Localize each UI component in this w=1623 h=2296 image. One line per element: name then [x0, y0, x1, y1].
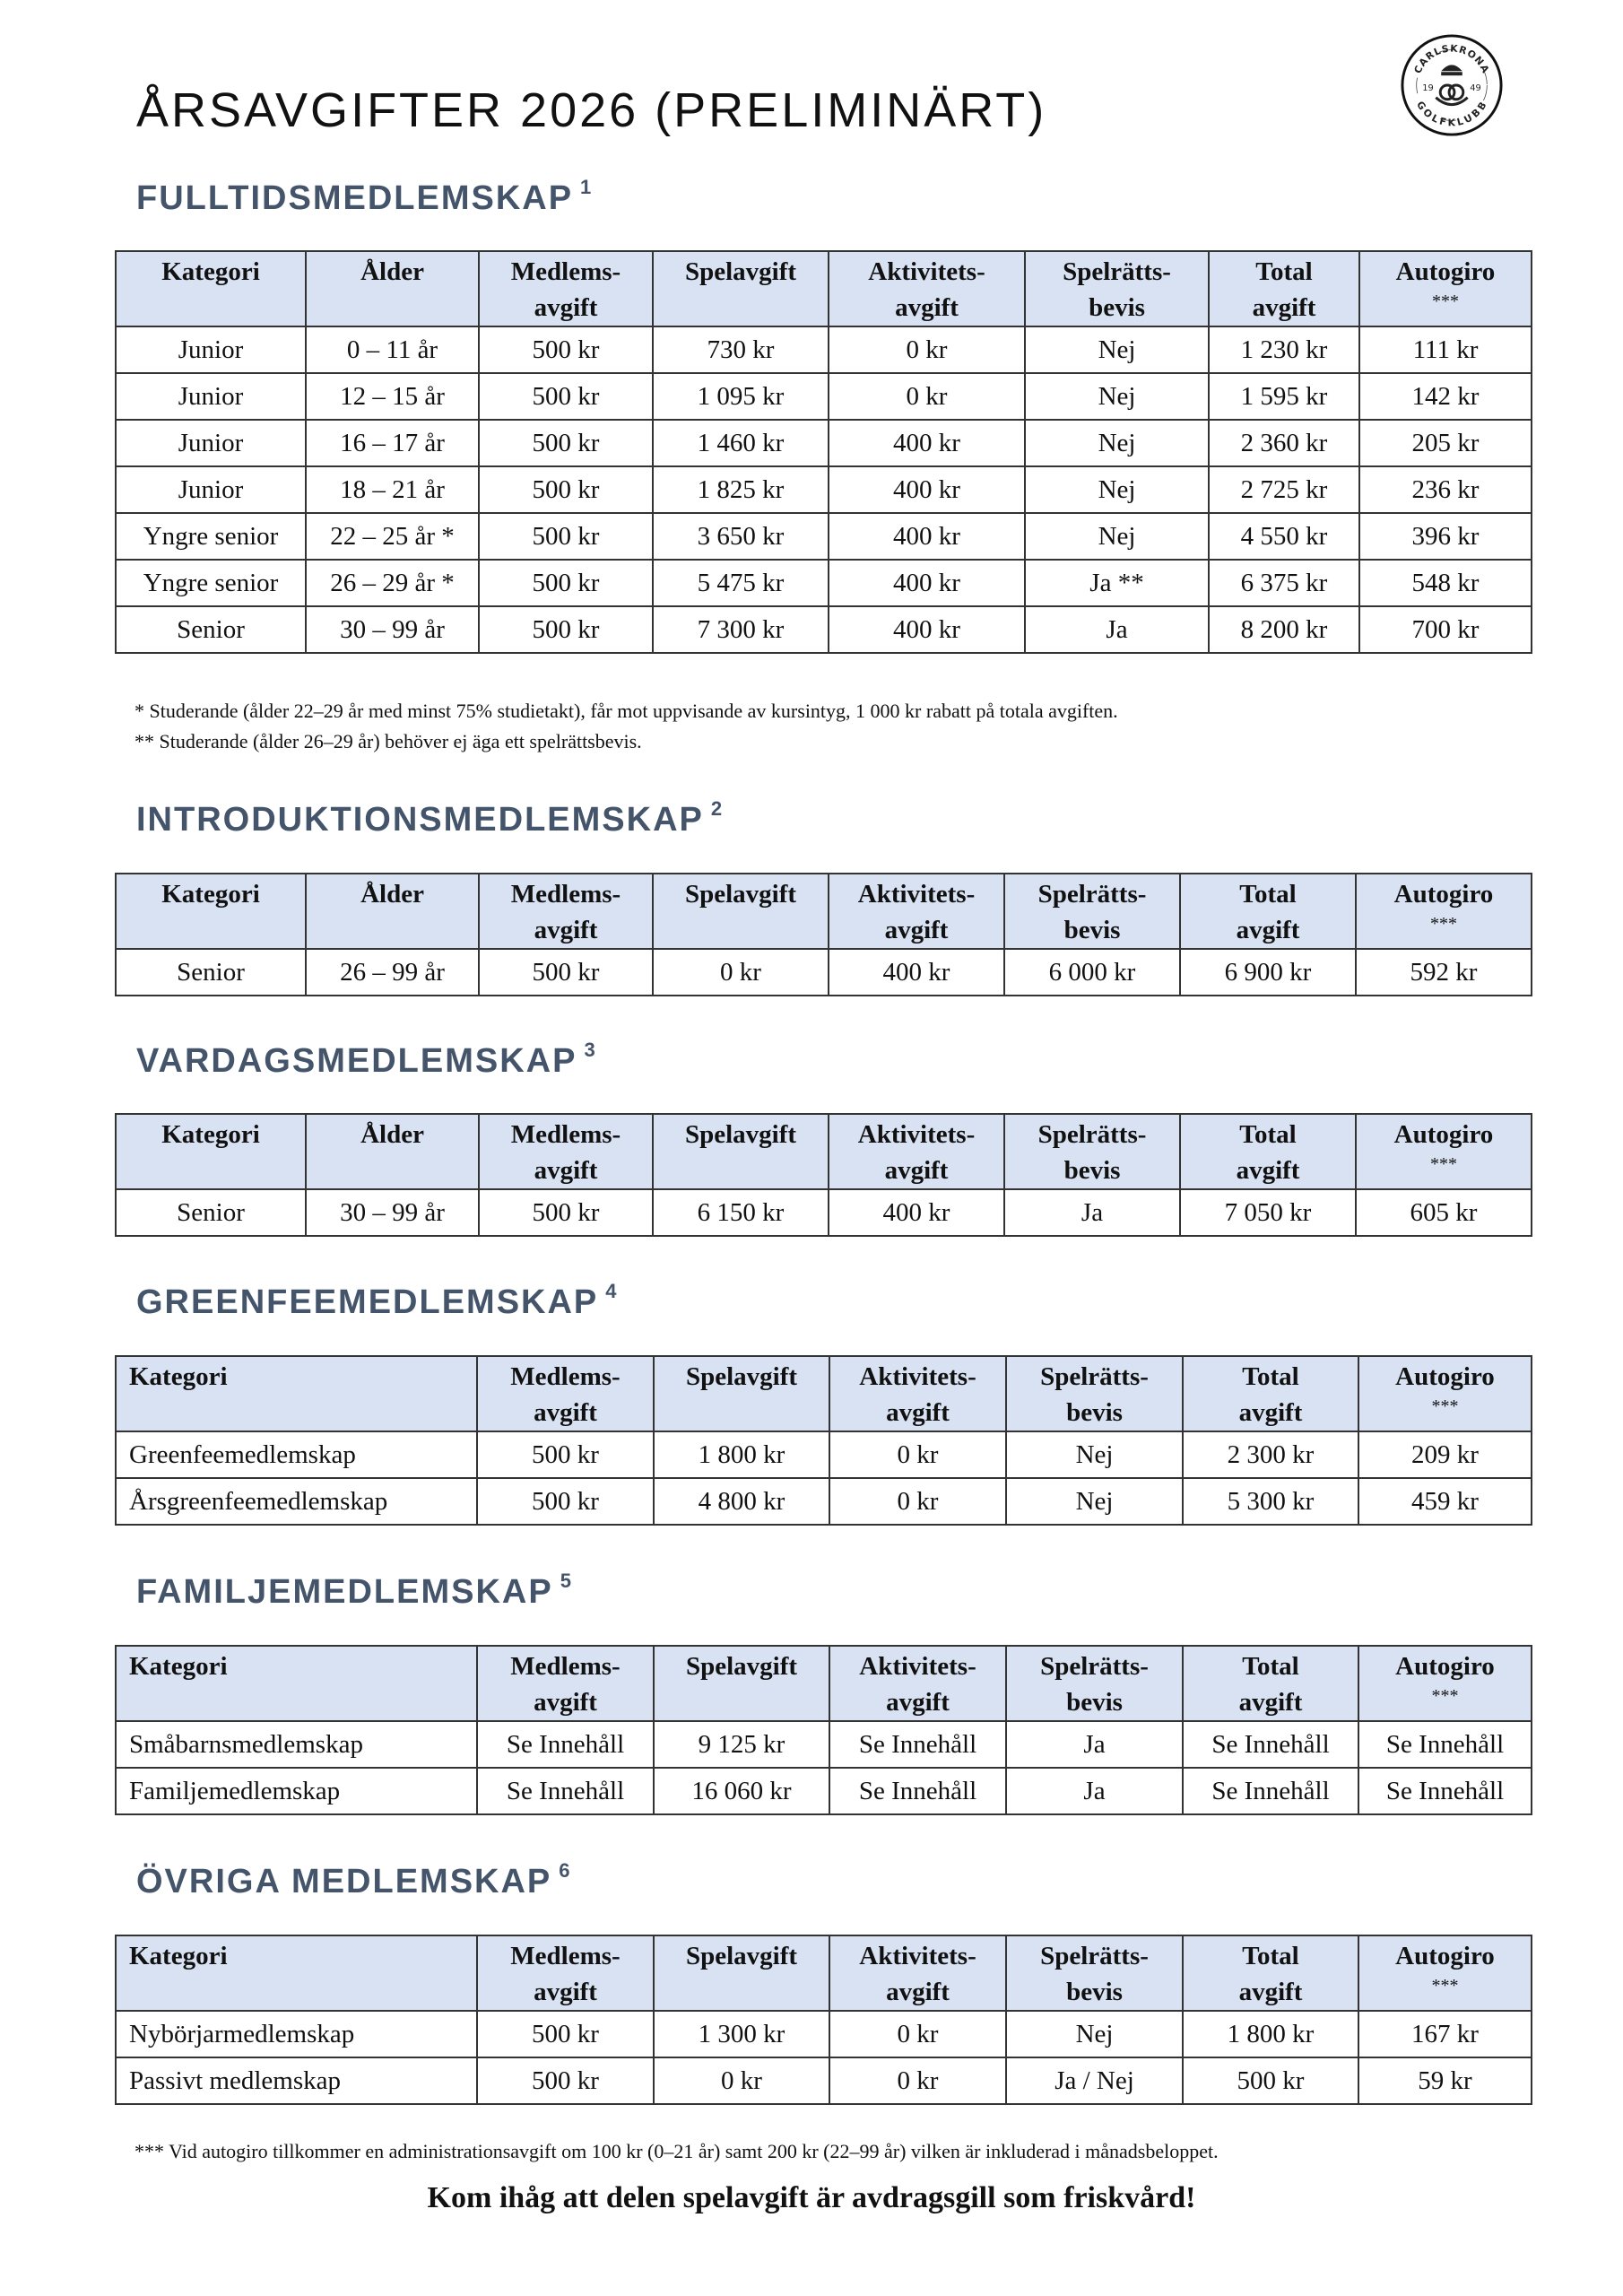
column-header-spelrattsbevis: [1006, 1356, 1183, 1431]
table-cell: 30 – 99 år: [306, 606, 479, 653]
section-footnote-ref: 3: [584, 1039, 595, 1061]
autogiro-footnote-ref: ***: [1430, 914, 1457, 934]
column-header-label-line2: avgift: [1236, 916, 1300, 944]
column-header-label-line2: bevis: [1066, 1688, 1123, 1717]
table-cell: 9 125 kr: [654, 1721, 829, 1768]
column-header-label: Spelrätts-: [1037, 880, 1147, 909]
table-cell: Ja **: [1025, 560, 1209, 606]
table-row: [116, 1431, 1532, 1478]
table-cell: Yngre senior: [116, 513, 306, 560]
section-title-vardag: [136, 1039, 595, 1081]
column-header-alder: [306, 251, 479, 326]
table-cell: 500 kr: [477, 1431, 654, 1478]
table-row: [116, 1189, 1532, 1236]
table-cell: 500 kr: [479, 949, 653, 996]
column-header-label-line2: bevis: [1066, 1398, 1123, 1427]
table-cell: 6 150 kr: [653, 1189, 829, 1236]
table-cell: 26 – 99 år: [306, 949, 479, 996]
column-header-autogiro: [1358, 1356, 1532, 1431]
table-row: [116, 466, 1532, 513]
column-header-label: Spelavgift: [685, 1652, 798, 1681]
table-row: [116, 606, 1532, 653]
table-cell: 500 kr: [479, 560, 653, 606]
column-header-autogiro: [1356, 1114, 1532, 1189]
table-cell: 2 300 kr: [1183, 1431, 1358, 1478]
column-header-label-line2: avgift: [886, 1978, 950, 2006]
column-header-label: Medlems-: [510, 1652, 621, 1681]
column-header-label-line2: bevis: [1063, 916, 1121, 944]
table-cell: Nej: [1006, 2011, 1183, 2057]
table-cell: 592 kr: [1356, 949, 1532, 996]
table-cell: Ja: [1006, 1768, 1183, 1814]
table-cell: 500 kr: [477, 1478, 654, 1525]
column-header-label-line2: avgift: [534, 916, 598, 944]
column-header-kategori: [116, 1646, 477, 1721]
column-header-label: Spelrätts-: [1037, 1120, 1147, 1149]
table-cell: Se Innehåll: [477, 1721, 654, 1768]
column-header-label: Aktivitets-: [859, 1362, 976, 1391]
table-cell: Junior: [116, 326, 306, 373]
table-cell: 18 – 21 år: [306, 466, 479, 513]
table-cell: Nybörjarmedlemskap: [116, 2011, 477, 2057]
section-title-text: ÖVRIGA MEDLEMSKAP: [136, 1863, 552, 1900]
section-footnote-ref: 4: [605, 1280, 617, 1302]
table-cell: 5 475 kr: [653, 560, 829, 606]
column-header-label: Aktivitets-: [857, 880, 976, 909]
table-cell: 0 kr: [829, 1478, 1006, 1525]
column-header-label: Kategori: [161, 880, 260, 909]
column-header-label: Ålder: [360, 1120, 424, 1149]
column-header-label: Autogiro: [1395, 1362, 1495, 1391]
column-header-label: Spelrätts-: [1040, 1652, 1149, 1681]
table-header-row: [116, 251, 1532, 326]
column-header-label-line2: avgift: [1238, 1978, 1303, 2006]
table-cell: 1 800 kr: [654, 1431, 829, 1478]
column-header-label: Medlems-: [510, 1120, 621, 1149]
column-header-spelavgift: [653, 874, 829, 949]
page-title: ÅRSAVGIFTER 2026 (PRELIMINÄRT): [136, 83, 1047, 137]
column-header-alder: [306, 874, 479, 949]
table-cell: 5 300 kr: [1183, 1478, 1358, 1525]
table-cell: Se Innehåll: [1183, 1768, 1358, 1814]
table-cell: Yngre senior: [116, 560, 306, 606]
table-cell: Passivt medlemskap: [116, 2057, 477, 2104]
column-header-label-line2: avgift: [886, 1688, 950, 1717]
table-cell: 4 800 kr: [654, 1478, 829, 1525]
table-cell: 500 kr: [479, 513, 653, 560]
column-header-aktivitetsavgift: [829, 874, 1004, 949]
table-cell: 12 – 15 år: [306, 373, 479, 420]
table-cell: 30 – 99 år: [306, 1189, 479, 1236]
club-logo: [1399, 32, 1505, 138]
table-cell: 605 kr: [1356, 1189, 1532, 1236]
footnote-autogiro: *** Vid autogiro tillkommer en administrationsavgift om 100 kr (0–21 år) samt 200 kr (22–99 år) vilken är inkluderad i månadsbeloppet.: [135, 2140, 1219, 2162]
table-cell: 1 300 kr: [654, 2011, 829, 2057]
table-cell: 0 kr: [829, 1431, 1006, 1478]
column-header-label: Total: [1242, 1942, 1299, 1970]
svg-text:19: 19: [1422, 83, 1434, 93]
column-header-label: Kategori: [129, 1362, 228, 1391]
column-header-total-avgift: [1180, 874, 1356, 949]
table-cell: Greenfeemedlemskap: [116, 1431, 477, 1478]
table-cell: Se Innehåll: [829, 1768, 1006, 1814]
column-header-kategori: [116, 1114, 306, 1189]
column-header-label: Spelavgift: [684, 257, 797, 286]
table-row: [116, 373, 1532, 420]
table-cell: 0 kr: [653, 949, 829, 996]
column-header-label-line2: bevis: [1089, 293, 1145, 322]
table-cell: 0 kr: [654, 2057, 829, 2104]
column-header-spelavgift: [654, 1356, 829, 1431]
column-header-label: Spelavgift: [685, 1362, 798, 1391]
column-header-medlemsavgift: [479, 251, 653, 326]
table-cell: 142 kr: [1359, 373, 1532, 420]
section-title-greenfee: [136, 1280, 617, 1322]
table-cell: 400 kr: [829, 466, 1025, 513]
table-header-row: [116, 1114, 1532, 1189]
table-cell: Se Innehåll: [1358, 1768, 1532, 1814]
column-header-medlemsavgift: [479, 1114, 653, 1189]
table-cell: 0 kr: [829, 326, 1025, 373]
fee-table-intro: [115, 873, 1532, 996]
autogiro-footnote-ref: ***: [1431, 1976, 1459, 1996]
column-header-label-line2: avgift: [534, 1688, 597, 1717]
column-header-label-line2: avgift: [1252, 293, 1316, 322]
column-header-label-line2: bevis: [1063, 1156, 1121, 1185]
section-title-fulltid: [136, 176, 592, 218]
table-cell: Se Innehåll: [477, 1768, 654, 1814]
column-header-label: Aktivitets-: [859, 1942, 976, 1970]
table-cell: 7 300 kr: [653, 606, 829, 653]
column-header-label: Aktivitets-: [868, 257, 985, 286]
table-cell: 0 – 11 år: [306, 326, 479, 373]
column-header-total-avgift: [1183, 1356, 1358, 1431]
table-cell: Ja: [1006, 1721, 1183, 1768]
table-cell: Ja: [1004, 1189, 1180, 1236]
table-row: [116, 2057, 1532, 2104]
table-cell: 4 550 kr: [1209, 513, 1359, 560]
table-cell: 500 kr: [479, 373, 653, 420]
table-cell: 1 460 kr: [653, 420, 829, 466]
table-cell: 236 kr: [1359, 466, 1532, 513]
column-header-label: Spelavgift: [685, 1942, 798, 1970]
table-row: [116, 326, 1532, 373]
fee-table-familj: [115, 1645, 1532, 1815]
table-cell: 3 650 kr: [653, 513, 829, 560]
column-header-alder: [306, 1114, 479, 1189]
table-cell: Senior: [116, 1189, 306, 1236]
autogiro-footnote-ref: ***: [1431, 1396, 1459, 1416]
table-cell: 500 kr: [477, 2057, 654, 2104]
table-cell: Se Innehåll: [1358, 1721, 1532, 1768]
table-cell: Se Innehåll: [1183, 1721, 1358, 1768]
footnote-students-discount: * Studerande (ålder 22–29 år med minst 75% studietakt), får mot uppvisande av kursintyg, 1 000 kr rabatt på totala avgiften.: [135, 700, 1118, 722]
column-header-label: Autogiro: [1393, 880, 1494, 909]
table-cell: Ja / Nej: [1006, 2057, 1183, 2104]
table-cell: 0 kr: [829, 373, 1025, 420]
column-header-label: Autogiro: [1395, 257, 1496, 286]
svg-text:CARLSKRONA: CARLSKRONA: [1411, 42, 1492, 76]
table-cell: Nej: [1025, 326, 1209, 373]
table-cell: 500 kr: [1183, 2057, 1358, 2104]
table-cell: 167 kr: [1358, 2011, 1532, 2057]
svg-text:GOLFKLUBB: GOLFKLUBB: [1414, 99, 1489, 129]
section-title-intro: [136, 797, 723, 839]
column-header-label: Total: [1242, 1362, 1299, 1391]
section-title-familj: [136, 1570, 571, 1612]
table-cell: 6 375 kr: [1209, 560, 1359, 606]
table-cell: 0 kr: [829, 2011, 1006, 2057]
column-header-label-line2: avgift: [1236, 1156, 1300, 1185]
table-row: [116, 2011, 1532, 2057]
fee-table-vardag: [115, 1113, 1532, 1237]
column-header-label: Aktivitets-: [859, 1652, 976, 1681]
table-cell: 8 200 kr: [1209, 606, 1359, 653]
column-header-label-line2: avgift: [534, 1398, 597, 1427]
fee-table-fulltid: [115, 250, 1532, 654]
column-header-label: Ålder: [360, 257, 424, 286]
column-header-aktivitetsavgift: [829, 1356, 1006, 1431]
section-title-text: VARDAGSMEDLEMSKAP: [136, 1042, 577, 1080]
table-cell: 500 kr: [479, 1189, 653, 1236]
table-cell: Nej: [1025, 513, 1209, 560]
column-header-label: Spelrätts-: [1063, 257, 1171, 286]
column-header-label: Autogiro: [1393, 1120, 1494, 1149]
table-cell: 500 kr: [479, 466, 653, 513]
table-cell: 16 – 17 år: [306, 420, 479, 466]
column-header-spelrattsbevis: [1006, 1646, 1183, 1721]
table-cell: 6 900 kr: [1180, 949, 1356, 996]
table-row: [116, 1478, 1532, 1525]
table-cell: Nej: [1006, 1431, 1183, 1478]
table-row: [116, 420, 1532, 466]
column-header-label: Autogiro: [1395, 1942, 1495, 1970]
table-cell: 400 kr: [829, 606, 1025, 653]
table-cell: 2 360 kr: [1209, 420, 1359, 466]
column-header-spelavgift: [653, 251, 829, 326]
table-cell: Familjemedlemskap: [116, 1768, 477, 1814]
table-cell: 396 kr: [1359, 513, 1532, 560]
table-cell: 548 kr: [1359, 560, 1532, 606]
table-cell: 400 kr: [829, 560, 1025, 606]
table-header-row: [116, 1935, 1532, 2011]
column-header-autogiro: [1358, 1646, 1532, 1721]
table-row: [116, 1721, 1532, 1768]
column-header-kategori: [116, 874, 306, 949]
section-footnote-ref: 1: [580, 176, 592, 198]
table-cell: 6 000 kr: [1004, 949, 1180, 996]
column-header-label-line2: avgift: [884, 1156, 949, 1185]
table-cell: 730 kr: [653, 326, 829, 373]
column-header-label: Medlems-: [510, 1942, 621, 1970]
column-header-spelavgift: [653, 1114, 829, 1189]
section-title-text: FAMILJEMEDLEMSKAP: [136, 1573, 553, 1611]
table-cell: 500 kr: [479, 420, 653, 466]
column-header-aktivitetsavgift: [829, 251, 1025, 326]
table-cell: Junior: [116, 373, 306, 420]
fee-table-ovriga: [115, 1935, 1532, 2105]
column-header-spelrattsbevis: [1006, 1935, 1183, 2011]
column-header-label: Aktivitets-: [857, 1120, 976, 1149]
column-header-autogiro: [1359, 251, 1532, 326]
table-cell: Nej: [1025, 420, 1209, 466]
table-cell: 1 825 kr: [653, 466, 829, 513]
table-cell: 400 kr: [829, 1189, 1004, 1236]
column-header-label: Kategori: [129, 1942, 228, 1970]
column-header-total-avgift: [1180, 1114, 1356, 1189]
table-cell: 1 230 kr: [1209, 326, 1359, 373]
table-cell: Nej: [1006, 1478, 1183, 1525]
column-header-label-line2: avgift: [1238, 1688, 1303, 1717]
table-header-row: [116, 874, 1532, 949]
table-cell: 59 kr: [1358, 2057, 1532, 2104]
column-header-spelavgift: [654, 1646, 829, 1721]
table-cell: Se Innehåll: [829, 1721, 1006, 1768]
column-header-label: Kategori: [129, 1652, 228, 1681]
table-cell: Senior: [116, 606, 306, 653]
column-header-label-line2: avgift: [884, 916, 949, 944]
column-header-aktivitetsavgift: [829, 1646, 1006, 1721]
table-row: [116, 560, 1532, 606]
column-header-spelrattsbevis: [1025, 251, 1209, 326]
column-header-label: Kategori: [161, 257, 260, 286]
column-header-spelrattsbevis: [1004, 874, 1180, 949]
section-footnote-ref: 6: [559, 1859, 570, 1882]
column-header-medlemsavgift: [477, 1935, 654, 2011]
column-header-label-line2: avgift: [886, 1398, 950, 1427]
table-cell: 209 kr: [1358, 1431, 1532, 1478]
table-row: [116, 513, 1532, 560]
column-header-label-line2: avgift: [534, 1156, 598, 1185]
table-cell: 400 kr: [829, 949, 1004, 996]
table-cell: 700 kr: [1359, 606, 1532, 653]
column-header-label-line2: bevis: [1066, 1978, 1123, 2006]
table-cell: 500 kr: [479, 606, 653, 653]
table-cell: Småbarnsmedlemskap: [116, 1721, 477, 1768]
column-header-autogiro: [1358, 1935, 1532, 2011]
table-cell: 459 kr: [1358, 1478, 1532, 1525]
column-header-medlemsavgift: [477, 1646, 654, 1721]
column-header-label-line2: avgift: [534, 1978, 597, 2006]
column-header-label: Medlems-: [510, 1362, 621, 1391]
table-cell: 26 – 29 år *: [306, 560, 479, 606]
table-cell: 500 kr: [477, 2011, 654, 2057]
table-row: [116, 949, 1532, 996]
column-header-total-avgift: [1209, 251, 1359, 326]
column-header-spelrattsbevis: [1004, 1114, 1180, 1189]
column-header-kategori: [116, 1356, 477, 1431]
table-cell: Ja: [1025, 606, 1209, 653]
table-cell: 7 050 kr: [1180, 1189, 1356, 1236]
column-header-label: Spelavgift: [684, 880, 797, 909]
column-header-kategori: [116, 1935, 477, 2011]
column-header-label: Kategori: [161, 1120, 260, 1149]
table-cell: 2 725 kr: [1209, 466, 1359, 513]
column-header-label: Spelrätts-: [1040, 1362, 1149, 1391]
column-header-label-line2: avgift: [534, 293, 598, 322]
autogiro-footnote-ref: ***: [1432, 291, 1459, 311]
column-header-label: Spelavgift: [684, 1120, 797, 1149]
column-header-medlemsavgift: [477, 1356, 654, 1431]
table-cell: 400 kr: [829, 420, 1025, 466]
column-header-label: Total: [1239, 880, 1297, 909]
column-header-label-line2: avgift: [895, 293, 959, 322]
column-header-spelavgift: [654, 1935, 829, 2011]
column-header-autogiro: [1356, 874, 1532, 949]
column-header-label: Ålder: [360, 880, 424, 909]
table-cell: Senior: [116, 949, 306, 996]
footnote-students-spelratt: ** Studerande (ålder 26–29 år) behöver ej äga ett spelrättsbevis.: [135, 730, 642, 752]
section-footnote-ref: 2: [710, 797, 723, 820]
friskvard-reminder: Kom ihåg att delen spelavgift är avdragsgill som friskvård!: [427, 2181, 1196, 2214]
column-header-label: Medlems-: [510, 257, 621, 286]
table-cell: 205 kr: [1359, 420, 1532, 466]
column-header-medlemsavgift: [479, 874, 653, 949]
table-cell: 0 kr: [829, 2057, 1006, 2104]
table-cell: 400 kr: [829, 513, 1025, 560]
section-title-text: FULLTIDSMEDLEMSKAP: [136, 179, 574, 217]
column-header-total-avgift: [1183, 1935, 1358, 2011]
column-header-label: Total: [1255, 257, 1313, 286]
table-cell: Junior: [116, 466, 306, 513]
column-header-label: Medlems-: [510, 880, 621, 909]
autogiro-footnote-ref: ***: [1430, 1154, 1457, 1174]
table-cell: 22 – 25 år *: [306, 513, 479, 560]
section-title-ovriga: [136, 1859, 570, 1901]
column-header-kategori: [116, 251, 306, 326]
column-header-label: Autogiro: [1395, 1652, 1495, 1681]
column-header-aktivitetsavgift: [829, 1114, 1004, 1189]
autogiro-footnote-ref: ***: [1431, 1686, 1459, 1706]
table-cell: 500 kr: [479, 326, 653, 373]
table-cell: Årsgreenfeemedlemskap: [116, 1478, 477, 1525]
section-footnote-ref: 5: [560, 1570, 571, 1592]
svg-text:49: 49: [1470, 83, 1481, 93]
table-cell: Junior: [116, 420, 306, 466]
table-cell: 1 800 kr: [1183, 2011, 1358, 2057]
fee-table-greenfee: [115, 1355, 1532, 1526]
table-cell: 1 095 kr: [653, 373, 829, 420]
column-header-label: Total: [1239, 1120, 1297, 1149]
table-cell: Nej: [1025, 466, 1209, 513]
column-header-total-avgift: [1183, 1646, 1358, 1721]
table-cell: 111 kr: [1359, 326, 1532, 373]
column-header-label-line2: avgift: [1238, 1398, 1303, 1427]
section-title-text: GREENFEEMEDLEMSKAP: [136, 1283, 599, 1321]
table-row: [116, 1768, 1532, 1814]
column-header-aktivitetsavgift: [829, 1935, 1006, 2011]
column-header-label: Total: [1242, 1652, 1299, 1681]
section-title-text: INTRODUKTIONSMEDLEMSKAP: [136, 801, 704, 839]
table-cell: 16 060 kr: [654, 1768, 829, 1814]
table-cell: 1 595 kr: [1209, 373, 1359, 420]
column-header-label: Spelrätts-: [1040, 1942, 1149, 1970]
table-header-row: [116, 1646, 1532, 1721]
table-cell: Nej: [1025, 373, 1209, 420]
table-header-row: [116, 1356, 1532, 1431]
